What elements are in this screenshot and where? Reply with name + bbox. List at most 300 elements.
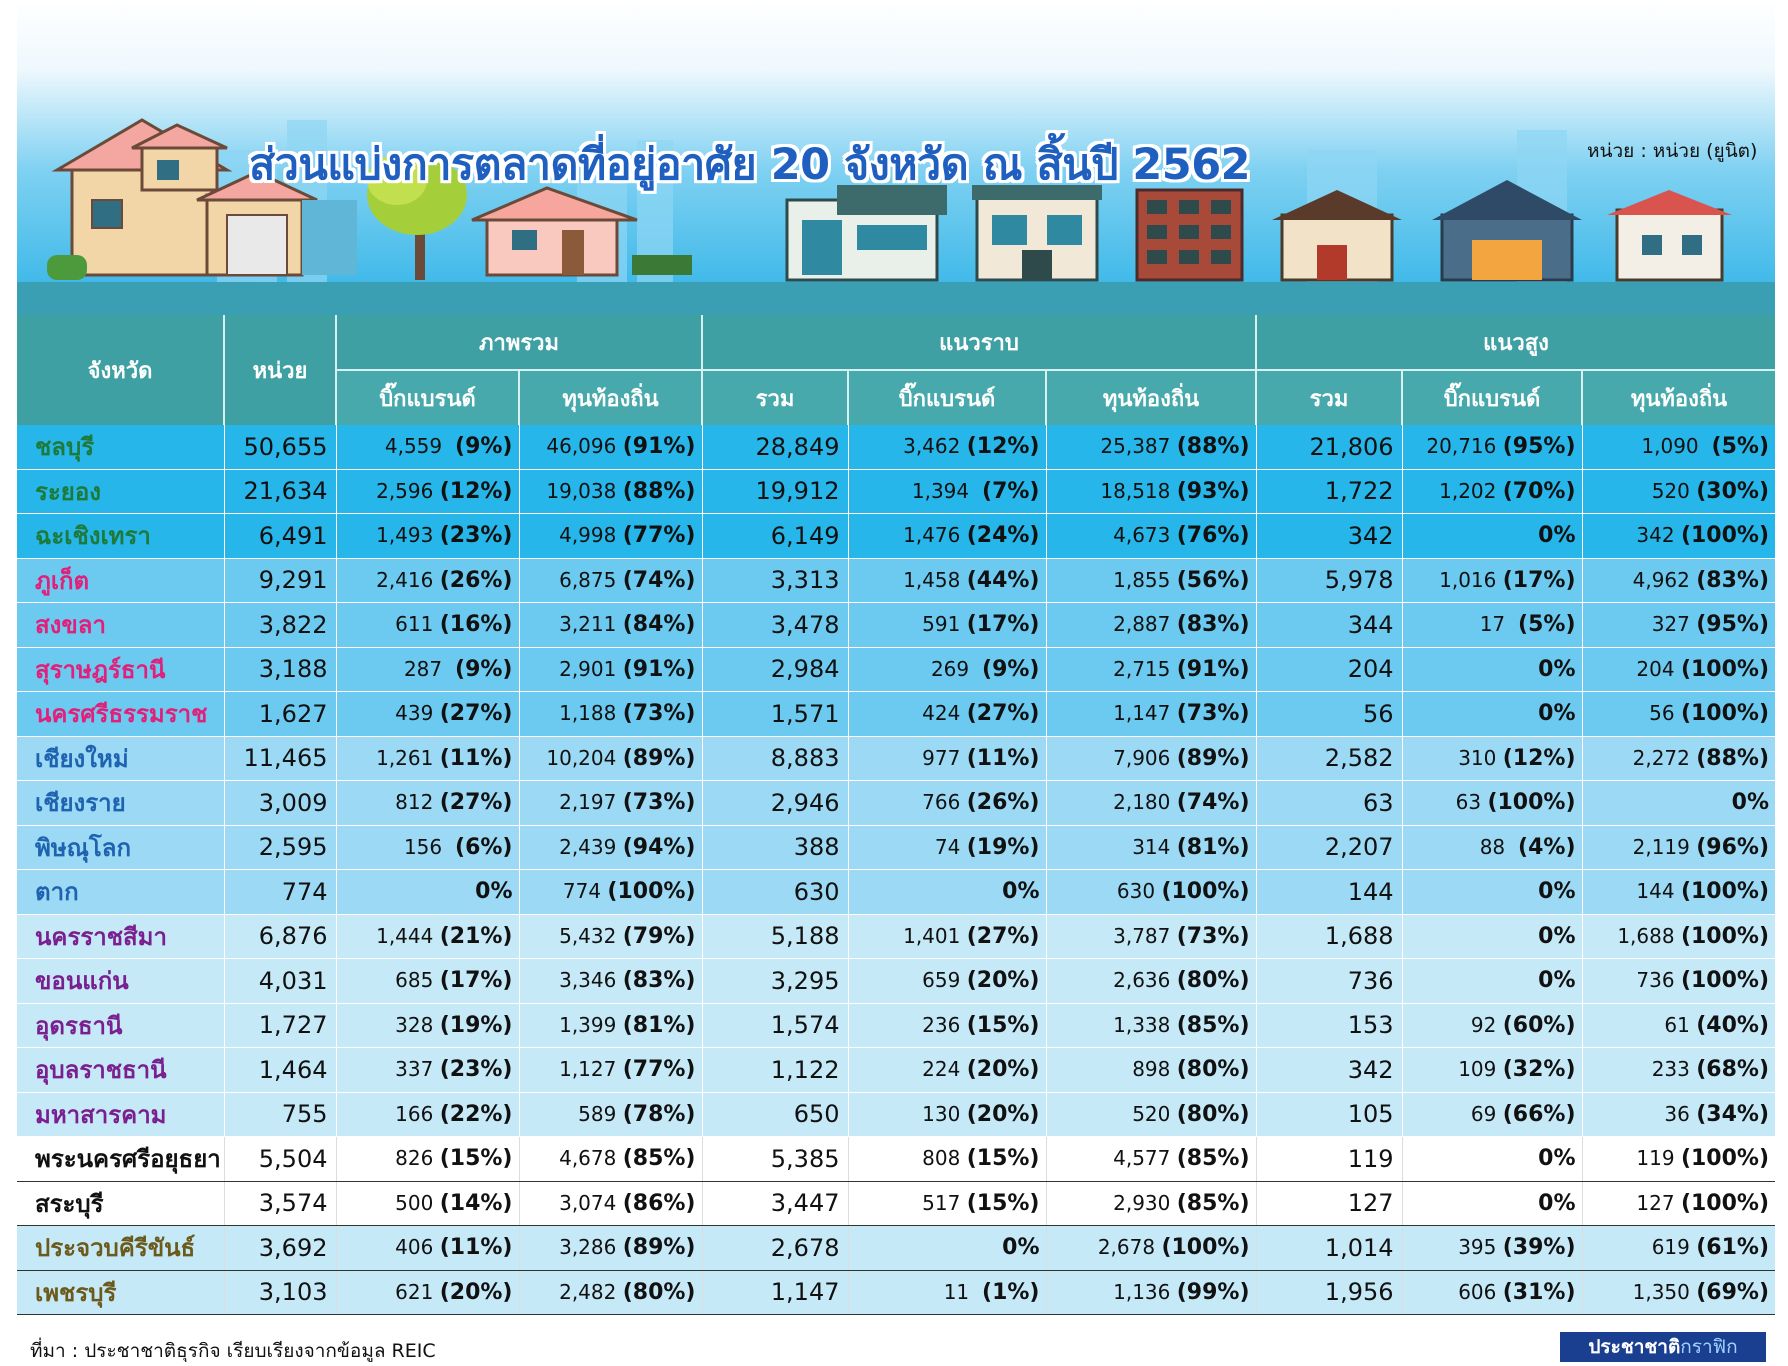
overall-bigbrand-pct: (27%)	[439, 790, 513, 816]
lowrise-bigbrand	[848, 558, 1046, 603]
highrise-local	[1582, 692, 1775, 737]
lowrise-local-value: 1,855	[1113, 567, 1171, 592]
lowrise-local	[1046, 558, 1256, 603]
lowrise-bigbrand-value: 11	[943, 1279, 970, 1304]
highrise-local-value: 619	[1651, 1235, 1690, 1260]
overall-bigbrand-pct: (11%)	[439, 1235, 513, 1261]
lowrise-local	[1046, 736, 1256, 781]
lowrise-bigbrand	[848, 469, 1046, 514]
overall-bigbrand	[336, 1048, 519, 1093]
highrise-local-value: 2,272	[1632, 745, 1690, 770]
lowrise-local-value: 2,715	[1113, 656, 1171, 681]
lowrise-bigbrand	[848, 825, 1046, 870]
province-name-cell	[17, 469, 224, 514]
highrise-total-value: 5,978	[1324, 566, 1394, 595]
units-cell	[224, 1003, 336, 1048]
highrise-bigbrand	[1402, 870, 1582, 915]
overall-bigbrand	[336, 558, 519, 603]
overall-bigbrand-value: 406	[395, 1235, 434, 1260]
highrise-local-pct: (61%)	[1696, 1235, 1770, 1261]
highrise-local-value: 56	[1649, 701, 1675, 726]
overall-local-pct: (73%)	[622, 790, 696, 816]
lowrise-total	[702, 647, 848, 692]
highrise-bigbrand	[1402, 514, 1582, 559]
col-header-highrise-total: รวม	[1256, 370, 1402, 425]
overall-bigbrand-pct: (14%)	[439, 1190, 513, 1216]
highrise-local-pct: (68%)	[1696, 1057, 1770, 1083]
overall-local	[519, 1048, 702, 1093]
units-cell	[224, 469, 336, 514]
col-header-units: หน่วย	[224, 315, 336, 425]
overall-bigbrand	[336, 469, 519, 514]
overall-local-pct: (86%)	[622, 1190, 696, 1216]
table-body	[17, 425, 1775, 1315]
overall-bigbrand-value: 812	[395, 790, 434, 815]
overall-bigbrand-pct: (22%)	[439, 1101, 513, 1127]
units-cell	[224, 1270, 336, 1315]
highrise-local-pct: (40%)	[1696, 1012, 1770, 1038]
highrise-bigbrand-pct: (70%)	[1502, 478, 1576, 504]
highrise-bigbrand-pct: 0%	[1538, 1190, 1576, 1216]
lowrise-total-value: 1,571	[770, 699, 840, 728]
table-row	[17, 1003, 1775, 1048]
lowrise-bigbrand	[848, 1003, 1046, 1048]
overall-bigbrand	[336, 736, 519, 781]
units-value: 3,188	[258, 655, 328, 684]
highrise-bigbrand-value: 1,016	[1439, 567, 1497, 592]
overall-local	[519, 781, 702, 826]
units-value: 4,031	[258, 966, 328, 995]
province-name: พระนครศรีอยุธยา	[35, 1145, 221, 1174]
lowrise-bigbrand-pct: (12%)	[966, 434, 1040, 460]
highrise-bigbrand	[1402, 781, 1582, 826]
overall-bigbrand-pct: (26%)	[439, 567, 513, 593]
highrise-bigbrand	[1402, 647, 1582, 692]
highrise-local-pct: (96%)	[1696, 834, 1770, 860]
lowrise-bigbrand-pct: (1%)	[982, 1279, 1040, 1305]
highrise-bigbrand-pct: (5%)	[1518, 612, 1576, 638]
lowrise-bigbrand-pct: (19%)	[966, 834, 1040, 860]
lowrise-bigbrand-value: 808	[922, 1146, 961, 1171]
lowrise-total-value: 1,574	[770, 1011, 840, 1040]
highrise-total-value: 127	[1347, 1189, 1394, 1218]
lowrise-bigbrand-pct: (20%)	[966, 1057, 1040, 1083]
highrise-local-value: 4,962	[1632, 567, 1690, 592]
highrise-bigbrand-pct: 0%	[1538, 701, 1576, 727]
highrise-total-value: 342	[1347, 1055, 1394, 1084]
overall-bigbrand	[336, 647, 519, 692]
province-name: นครศรีธรรมราช	[35, 700, 208, 729]
lowrise-total	[702, 781, 848, 826]
overall-bigbrand-pct: (19%)	[439, 1012, 513, 1038]
highrise-bigbrand-pct: 0%	[1538, 879, 1576, 905]
highrise-local	[1582, 514, 1775, 559]
overall-local-pct: (73%)	[622, 701, 696, 727]
overall-bigbrand-pct: (15%)	[439, 1146, 513, 1172]
highrise-total-value: 144	[1347, 877, 1394, 906]
overall-local-value: 3,074	[559, 1190, 617, 1215]
lowrise-bigbrand	[848, 647, 1046, 692]
lowrise-local-value: 1,136	[1113, 1279, 1171, 1304]
lowrise-bigbrand	[848, 425, 1046, 469]
highrise-local-value: 1,688	[1617, 923, 1675, 948]
overall-local-pct: (81%)	[622, 1012, 696, 1038]
overall-local	[519, 825, 702, 870]
overall-local-pct: (89%)	[622, 745, 696, 771]
province-name: เพชรบุรี	[35, 1278, 117, 1307]
lowrise-local-pct: (85%)	[1176, 1012, 1250, 1038]
highrise-local-value: 1,350	[1632, 1279, 1690, 1304]
units-cell	[224, 514, 336, 559]
overall-bigbrand-value: 500	[395, 1190, 434, 1215]
overall-local-value: 589	[578, 1101, 617, 1126]
lowrise-total-value: 3,295	[770, 966, 840, 995]
lowrise-bigbrand	[848, 603, 1046, 648]
lowrise-total	[702, 425, 848, 469]
overall-bigbrand-pct: (9%)	[455, 656, 513, 682]
highrise-bigbrand	[1402, 1048, 1582, 1093]
lowrise-local-value: 630	[1116, 879, 1156, 904]
overall-bigbrand-value: 826	[395, 1146, 434, 1171]
highrise-bigbrand	[1402, 1003, 1582, 1048]
lowrise-total	[702, 469, 848, 514]
lowrise-bigbrand-value: 1,401	[903, 923, 961, 948]
table-row	[17, 1048, 1775, 1093]
lowrise-bigbrand-pct: (26%)	[966, 790, 1040, 816]
units-value: 1,627	[258, 699, 328, 728]
overall-bigbrand-pct: (9%)	[455, 434, 513, 460]
lowrise-local-pct: (81%)	[1176, 834, 1250, 860]
lowrise-bigbrand-value: 1,458	[903, 567, 961, 592]
table-row	[17, 870, 1775, 915]
lowrise-local	[1046, 425, 1256, 469]
lowrise-bigbrand-value: 1,394	[911, 478, 970, 503]
overall-bigbrand-pct: (20%)	[439, 1279, 513, 1305]
table-row	[17, 1092, 1775, 1137]
highrise-local-value: 119	[1636, 1146, 1675, 1171]
units-cell	[224, 736, 336, 781]
overall-bigbrand	[336, 514, 519, 559]
highrise-total	[1256, 603, 1402, 648]
province-name: ประจวบคีรีขันธ์	[35, 1234, 196, 1263]
lowrise-local	[1046, 1226, 1256, 1271]
highrise-local	[1582, 425, 1775, 469]
highrise-total-value: 1,688	[1324, 922, 1394, 951]
highrise-total-value: 1,014	[1324, 1233, 1394, 1262]
units-cell	[224, 914, 336, 959]
highrise-bigbrand-pct: 0%	[1538, 968, 1576, 994]
overall-bigbrand-value: 1,261	[376, 745, 434, 770]
overall-local-pct: (100%)	[607, 879, 696, 905]
overall-local	[519, 914, 702, 959]
logo-text-1: ประชาชาติ	[1588, 1336, 1681, 1358]
lowrise-local-value: 520	[1132, 1101, 1171, 1126]
highrise-bigbrand	[1402, 736, 1582, 781]
overall-local-pct: (77%)	[622, 523, 696, 549]
house-illustration-right	[1272, 180, 1732, 280]
province-name: อุบลราชธานี	[35, 1056, 167, 1085]
province-name-cell	[17, 736, 224, 781]
highrise-bigbrand-pct: (39%)	[1502, 1235, 1576, 1261]
units-value: 3,103	[258, 1278, 328, 1307]
lowrise-total-value: 3,478	[770, 610, 840, 639]
table-row	[17, 1226, 1775, 1271]
highrise-bigbrand-value: 1,202	[1439, 478, 1497, 503]
highrise-bigbrand	[1402, 1137, 1582, 1182]
overall-bigbrand-pct: (17%)	[439, 968, 513, 994]
units-cell	[224, 1226, 336, 1271]
units-cell	[224, 558, 336, 603]
highrise-local	[1582, 603, 1775, 648]
overall-bigbrand	[336, 1270, 519, 1315]
highrise-total	[1256, 1181, 1402, 1226]
overall-local-value: 46,096	[546, 434, 617, 459]
lowrise-bigbrand-value: 130	[922, 1101, 961, 1126]
overall-local-value: 1,188	[559, 701, 617, 726]
overall-local-value: 3,286	[559, 1235, 617, 1260]
overall-local-pct: (91%)	[622, 656, 696, 682]
lowrise-bigbrand-pct: (24%)	[966, 523, 1040, 549]
overall-local-pct: (79%)	[622, 923, 696, 949]
units-cell	[224, 870, 336, 915]
table-row	[17, 558, 1775, 603]
lowrise-total-value: 3,313	[770, 566, 840, 595]
lowrise-local-pct: (80%)	[1176, 1057, 1250, 1083]
highrise-bigbrand	[1402, 469, 1582, 514]
col-header-lowrise-total: รวม	[702, 370, 848, 425]
overall-local-pct: (94%)	[622, 834, 696, 860]
units-value: 2,595	[258, 833, 328, 862]
overall-bigbrand-pct: (27%)	[439, 701, 513, 727]
province-name: เชียงใหม่	[35, 744, 129, 773]
highrise-local	[1582, 959, 1775, 1004]
table-row	[17, 647, 1775, 692]
overall-local	[519, 514, 702, 559]
highrise-bigbrand-pct: (17%)	[1502, 567, 1576, 593]
province-name-cell	[17, 1003, 224, 1048]
highrise-local	[1582, 1137, 1775, 1182]
highrise-local	[1582, 1270, 1775, 1315]
highrise-local-pct: (100%)	[1680, 879, 1770, 905]
lowrise-local	[1046, 781, 1256, 826]
lowrise-local-value: 2,930	[1113, 1190, 1171, 1215]
highrise-local-pct: (100%)	[1680, 1146, 1770, 1172]
overall-local-pct: (91%)	[622, 434, 696, 460]
highrise-bigbrand-pct: 0%	[1538, 923, 1576, 949]
highrise-local	[1582, 469, 1775, 514]
lowrise-bigbrand	[848, 1137, 1046, 1182]
lowrise-local-value: 1,338	[1113, 1012, 1171, 1037]
highrise-bigbrand-pct: (100%)	[1487, 790, 1576, 816]
lowrise-local-pct: (80%)	[1176, 968, 1250, 994]
overall-local-pct: (84%)	[622, 612, 696, 638]
highrise-total-value: 1,722	[1324, 477, 1394, 506]
overall-bigbrand-pct: 0%	[475, 879, 513, 905]
province-name-cell	[17, 1092, 224, 1137]
units-cell	[224, 603, 336, 648]
overall-local-value: 6,875	[559, 567, 617, 592]
lowrise-total	[702, 603, 848, 648]
highrise-bigbrand	[1402, 1226, 1582, 1271]
units-cell	[224, 1048, 336, 1093]
province-name-cell	[17, 1226, 224, 1271]
unit-note: หน่วย : หน่วย (ยูนิต)	[1587, 140, 1758, 162]
units-value: 1,727	[258, 1011, 328, 1040]
lowrise-local	[1046, 1181, 1256, 1226]
table-row	[17, 1181, 1775, 1226]
lowrise-bigbrand	[848, 870, 1046, 915]
lowrise-bigbrand	[848, 514, 1046, 559]
highrise-bigbrand-value: 606	[1458, 1279, 1497, 1304]
market-share-table-container	[17, 315, 1775, 1315]
units-value: 6,876	[258, 922, 328, 951]
highrise-bigbrand-value: 92	[1470, 1012, 1497, 1037]
lowrise-total	[702, 692, 848, 737]
province-name-cell	[17, 514, 224, 559]
highrise-bigbrand-pct: 0%	[1538, 523, 1576, 549]
lowrise-local	[1046, 1092, 1256, 1137]
lowrise-total	[702, 514, 848, 559]
highrise-local-value: 736	[1636, 968, 1675, 993]
highrise-bigbrand	[1402, 1270, 1582, 1315]
highrise-bigbrand-value: 63	[1455, 790, 1482, 815]
lowrise-bigbrand-value: 424	[922, 701, 961, 726]
units-value: 6,491	[258, 521, 328, 550]
highrise-local-value: 342	[1636, 523, 1675, 548]
overall-local-value: 2,901	[559, 656, 617, 681]
highrise-total	[1256, 959, 1402, 1004]
overall-bigbrand-value: 439	[395, 701, 434, 726]
highrise-bigbrand-value: 69	[1470, 1101, 1497, 1126]
apartment-illustration	[1137, 190, 1242, 280]
overall-bigbrand	[336, 692, 519, 737]
units-value: 50,655	[243, 432, 328, 461]
units-cell	[224, 1181, 336, 1226]
province-name: ฉะเชิงเทรา	[35, 522, 151, 551]
overall-bigbrand	[336, 603, 519, 648]
lowrise-total	[702, 1181, 848, 1226]
lowrise-total-value: 2,678	[770, 1233, 840, 1262]
highrise-total-value: 344	[1347, 610, 1394, 639]
lowrise-local	[1046, 469, 1256, 514]
highrise-local-value: 61	[1664, 1012, 1690, 1037]
lowrise-total-value: 388	[793, 833, 840, 862]
overall-bigbrand	[336, 870, 519, 915]
lowrise-local-value: 898	[1132, 1057, 1171, 1082]
lowrise-total-value: 630	[793, 877, 840, 906]
lowrise-local-value: 2,887	[1113, 612, 1171, 637]
lowrise-local	[1046, 959, 1256, 1004]
lowrise-local-pct: (93%)	[1176, 478, 1250, 504]
overall-bigbrand	[336, 1137, 519, 1182]
lowrise-bigbrand	[848, 1270, 1046, 1315]
overall-local	[519, 1092, 702, 1137]
lowrise-bigbrand-pct: (9%)	[982, 656, 1040, 682]
overall-bigbrand-value: 337	[395, 1057, 434, 1082]
highrise-local	[1582, 1003, 1775, 1048]
lowrise-local-pct: (85%)	[1176, 1146, 1250, 1172]
lowrise-total	[702, 870, 848, 915]
overall-bigbrand-pct: (16%)	[439, 612, 513, 638]
lowrise-total-value: 1,122	[770, 1055, 840, 1084]
highrise-total	[1256, 514, 1402, 559]
highrise-bigbrand-pct: (66%)	[1502, 1101, 1576, 1127]
units-value: 5,504	[258, 1144, 328, 1173]
lowrise-total-value: 2,984	[770, 655, 840, 684]
highrise-bigbrand-pct: (12%)	[1502, 745, 1576, 771]
overall-local	[519, 959, 702, 1004]
province-name-cell	[17, 647, 224, 692]
logo-text-2: กราฟิก	[1680, 1336, 1738, 1358]
province-name: ตาก	[35, 878, 79, 907]
lowrise-bigbrand	[848, 781, 1046, 826]
lowrise-local-pct: (100%)	[1161, 1235, 1250, 1261]
units-value: 774	[281, 877, 328, 906]
lowrise-total	[702, 959, 848, 1004]
lowrise-total	[702, 736, 848, 781]
lowrise-total-value: 5,188	[770, 922, 840, 951]
overall-bigbrand-pct: (23%)	[439, 523, 513, 549]
overall-local	[519, 425, 702, 469]
overall-bigbrand	[336, 959, 519, 1004]
highrise-local-pct: (69%)	[1696, 1279, 1770, 1305]
highrise-local-pct: (34%)	[1696, 1101, 1770, 1127]
highrise-local-value: 233	[1651, 1057, 1690, 1082]
highrise-local	[1582, 1181, 1775, 1226]
highrise-total	[1256, 1048, 1402, 1093]
province-name: มหาสารคาม	[35, 1100, 167, 1129]
overall-local	[519, 469, 702, 514]
lowrise-bigbrand-pct: (20%)	[966, 968, 1040, 994]
lowrise-local	[1046, 1003, 1256, 1048]
lowrise-bigbrand-value: 3,462	[903, 434, 961, 459]
lowrise-total-value: 650	[793, 1100, 840, 1129]
highrise-bigbrand	[1402, 825, 1582, 870]
lowrise-local-pct: (88%)	[1176, 434, 1250, 460]
overall-bigbrand	[336, 781, 519, 826]
province-name: อุดรธานี	[35, 1011, 123, 1040]
highrise-bigbrand-value: 88	[1479, 834, 1506, 859]
highrise-total-value: 204	[1347, 655, 1394, 684]
lowrise-bigbrand-pct: (15%)	[966, 1146, 1040, 1172]
highrise-total	[1256, 425, 1402, 469]
highrise-bigbrand-pct: 0%	[1538, 1146, 1576, 1172]
highrise-local	[1582, 781, 1775, 826]
lowrise-local-value: 18,518	[1100, 478, 1171, 503]
overall-local-value: 4,678	[559, 1146, 617, 1171]
lowrise-local-value: 25,387	[1100, 434, 1171, 459]
province-name: เชียงราย	[35, 789, 126, 818]
highrise-local-pct: (100%)	[1680, 656, 1770, 682]
overall-bigbrand	[336, 825, 519, 870]
header-banner	[17, 0, 1775, 315]
overall-bigbrand-value: 4,559	[384, 434, 443, 459]
overall-bigbrand-value: 156	[403, 834, 443, 859]
lowrise-local	[1046, 603, 1256, 648]
overall-bigbrand	[336, 1181, 519, 1226]
highrise-local-pct: (100%)	[1680, 968, 1770, 994]
highrise-bigbrand	[1402, 603, 1582, 648]
overall-bigbrand-pct: (11%)	[439, 745, 513, 771]
lowrise-total	[702, 1226, 848, 1271]
lowrise-local-value: 2,180	[1113, 790, 1171, 815]
highrise-local-pct: (100%)	[1680, 923, 1770, 949]
highrise-local-pct: (100%)	[1680, 701, 1770, 727]
lowrise-bigbrand-pct: 0%	[1002, 1235, 1040, 1261]
lowrise-total	[702, 914, 848, 959]
units-value: 3,574	[258, 1189, 328, 1218]
lowrise-total	[702, 1003, 848, 1048]
